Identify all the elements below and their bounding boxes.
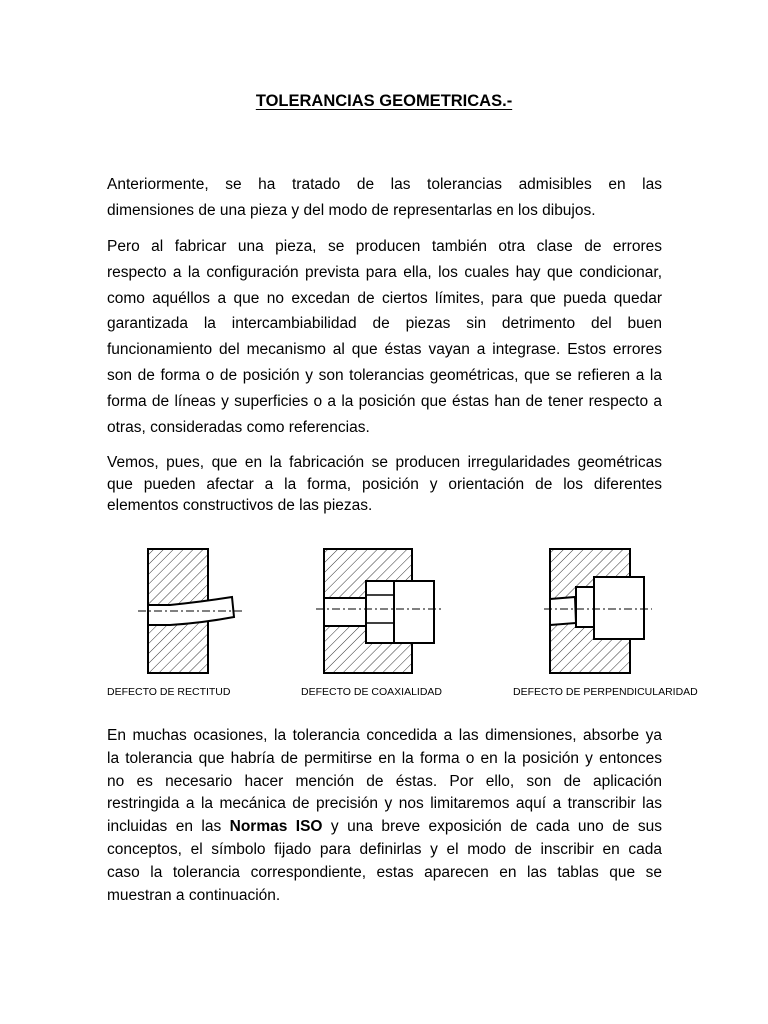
caption-coaxialidad: DEFECTO DE COAXIALIDAD: [301, 686, 443, 698]
paragraph-line: garantizada la intercambiabilidad de piezas sin detrimento del buen: [107, 315, 662, 333]
figure-rectitud: [130, 543, 250, 683]
paragraph-line: elementos constructivos de las piezas.: [107, 497, 373, 514]
paragraph-2: [107, 234, 662, 440]
paragraph-line: forma de líneas y superficies o a la posición que éstas han de tener respecto a: [107, 392, 662, 410]
paragraph-line: la tolerancia que habría de permitirse en la forma o en la posición y entonces: [107, 749, 662, 767]
paragraph-line: En muchas ocasiones, la tolerancia concedida a las dimensiones, absorbe ya: [107, 727, 662, 744]
line-text: y una breve exposición de cada uno de sus: [322, 818, 662, 836]
paragraph-line: muestran a continuación.: [107, 886, 281, 904]
paragraph-line: funcionamiento del mecanismo al que éstas vayan a integrase. Estos errores: [107, 341, 662, 359]
paragraph-3: [107, 452, 662, 517]
paragraph-line: Vemos, pues, que en la fabricación se producen irregularidades geométricas: [107, 454, 662, 471]
paragraph-line: Pero al fabricar una pieza, se producen también otra clase de errores: [107, 238, 662, 255]
paragraph-line: respecto a la configuración prevista para ella, los cuales hay que condicionar,: [107, 263, 662, 281]
normas-iso-emphasis: Normas ISO: [229, 818, 323, 836]
caption-perpendicularidad: DEFECTO DE PERPENDICULARIDAD: [513, 686, 698, 698]
paragraph-line: que pueden afectar a la forma, posición y orientación de los diferentes: [107, 475, 662, 493]
paragraph-line: conceptos, el símbolo fijado para definirlas y el modo de inscribir en cada: [107, 840, 662, 858]
paragraph-line: dimensiones de una pieza y del modo de representarlas en los dibujos.: [107, 201, 596, 219]
figure-perpendicularidad: [540, 543, 660, 683]
caption-rectitud: DEFECTO DE RECTITUD: [107, 686, 231, 698]
figure-coaxialidad: [314, 543, 444, 683]
paragraph-1: [107, 172, 662, 223]
paragraph-line: no es necesario hacer mención de éstas. Por ello, son de aplicación: [107, 772, 662, 790]
paragraph-line: [107, 816, 662, 839]
page-title: TOLERANCIAS GEOMETRICAS.-: [255, 92, 513, 110]
paragraph-line: caso la tolerancia correspondiente, estas aparecen en las tablas que se: [107, 863, 662, 881]
paragraph-line: otras, consideradas como referencias.: [107, 418, 370, 436]
paragraph-line: son de forma o de posición y son tolerancias geométricas, que se refieren a la: [107, 366, 662, 384]
line-text: incluidas en las: [107, 818, 230, 836]
paragraph-line: como aquéllos a que no excedan de ciertos límites, para que pueda quedar: [107, 289, 662, 307]
paragraph-line: restringida a la mecánica de precisión y nos limitaremos aquí a transcribir las: [107, 795, 662, 813]
paragraph-4: [107, 725, 662, 907]
paragraph-line: Anteriormente, se ha tratado de las tolerancias admisibles en las: [107, 176, 662, 193]
